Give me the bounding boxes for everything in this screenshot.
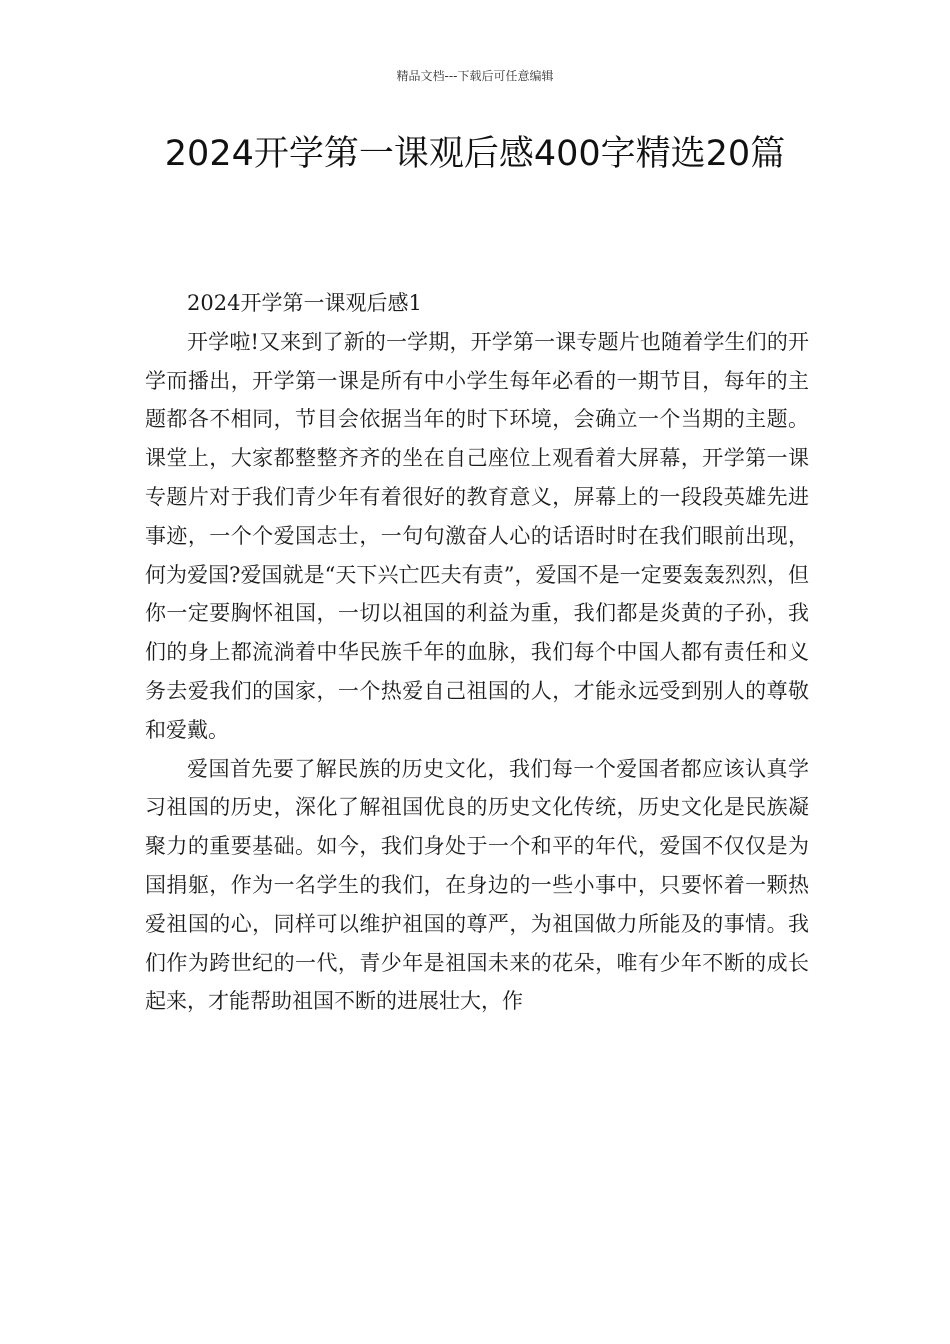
page-header: 精品文档---下载后可任意编辑 <box>396 69 554 83</box>
section-subheading: 2024开学第一课观后感1 <box>187 291 422 315</box>
paragraph-2: 爱国首先要了解民族的历史文化，我们每一个爱国者都应该认真学习祖国的历史，深化了解祖国优良的历史文化传统，历史文化是民族凝聚力的重要基础。如今，我们身处于一个和平的年代，爱国不仅仅是为国捐躯，作为一名学生的我们，在身边的一些小事中，只要怀着一颗热爱祖国的心，同样可以维护祖国的尊严，为祖国做力所能及的事情。我们作为跨世纪的一代，青少年是祖国未来的花朵，唯有少年不断的成长起来，才能帮助祖国不断的进展壮大，作 <box>145 756 809 1014</box>
paragraph-1: 开学啦!又来到了新的一学期，开学第一课专题片也随着学生们的开学而播出，开学第一课是所有中小学生每年必看的一期节目，每年的主题都各不相同，节目会依据当年的时下环境，会确立一个当期的主题。课堂上，大家都整整齐齐的坐在自己座位上观看着大屏幕，开学第一课专题片对于我们青少年有着很好的教育意义，屏幕上的一段段英雄先进事迹，一个个爱国志士，一句句激奋人心的话语时时在我们眼前出现，何为爱国?爱国就是“天下兴亡匹夫有责”，爱国不是一定要轰轰烈烈，但你一定要胸怀祖国，一切以祖国的利益为重，我们都是炎黄的子孙，我们的身上都流淌着中华民族千年的血脉，我们每个中国人都有责任和义务去爱我们的国家，一个热爱自己祖国的人，才能永远受到别人的尊敬和爱戴。 <box>145 329 809 742</box>
document-body <box>145 284 809 1021</box>
document-title: 2024开学第一课观后感400字精选20篇 <box>164 134 786 174</box>
